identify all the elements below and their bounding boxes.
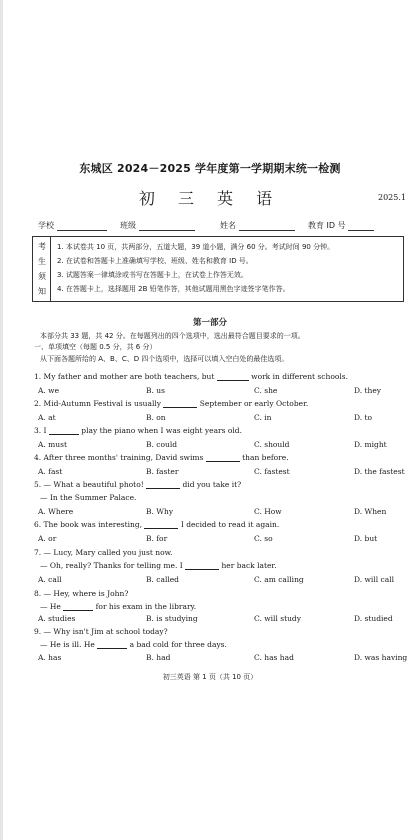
option: D. to bbox=[354, 413, 373, 422]
option: A. fast bbox=[38, 467, 63, 476]
option: C. has had bbox=[254, 653, 294, 662]
question-text: 4. After three months' training, David swims bbox=[34, 453, 204, 462]
exam-date: 2025.1 bbox=[378, 193, 406, 202]
option: C. am calling bbox=[254, 575, 304, 584]
notice-box bbox=[32, 236, 404, 302]
options-9 bbox=[38, 653, 408, 663]
option: D. When bbox=[354, 507, 387, 516]
question-text: than before. bbox=[242, 453, 289, 462]
school-field bbox=[38, 220, 107, 231]
question-text: 3. I bbox=[34, 426, 47, 435]
option: D. will call bbox=[354, 575, 394, 584]
options-1 bbox=[38, 386, 398, 396]
class-field bbox=[120, 220, 195, 231]
question-1 bbox=[34, 372, 394, 381]
answer-blank bbox=[144, 520, 178, 529]
notice-item: 3. 试题答案一律填涂或书写在答题卡上，在试卷上作答无效。 bbox=[57, 271, 248, 279]
question-text: — He bbox=[40, 602, 61, 611]
school-label: 学校 bbox=[38, 221, 54, 230]
option: C. in bbox=[254, 413, 272, 422]
notice-item: 1. 本试卷共 10 页，共两部分，五道大题，39 道小题，满分 60 分。考试时间 90 分钟。 bbox=[57, 243, 335, 251]
question-text: 2. Mid-Autumn Festival is usually bbox=[34, 399, 162, 408]
answer-blank bbox=[97, 640, 127, 649]
name-line bbox=[239, 221, 295, 231]
answer-blank bbox=[217, 372, 249, 381]
exam-title: 东城区 2024－2025 学年度第一学期期末统一检测 bbox=[79, 162, 341, 175]
answer-blank bbox=[206, 453, 240, 462]
question-text: September or early October. bbox=[199, 399, 309, 408]
subject-row bbox=[0, 186, 420, 208]
option: C. How bbox=[254, 507, 282, 516]
question-text: — He is ill. He bbox=[40, 640, 95, 649]
class-label: 班级 bbox=[120, 221, 136, 230]
question-text: 5. — What a beautiful photo! bbox=[34, 480, 144, 489]
option: A. or bbox=[38, 534, 57, 543]
section-instruction: 从下面各题所给的 A、B、C、D 四个选项中，选择可以填入空白处的最佳选项。 bbox=[40, 355, 289, 363]
notice-side-label bbox=[33, 237, 51, 301]
part-title: 第一部分 bbox=[192, 318, 227, 328]
question-2 bbox=[34, 399, 394, 408]
question-text: for his exam in the library. bbox=[95, 602, 197, 611]
exam-id-label: 教育 ID 号 bbox=[308, 221, 346, 230]
school-line bbox=[57, 221, 107, 231]
option: D. was having bbox=[354, 653, 408, 662]
option: A. call bbox=[38, 575, 62, 584]
option: B. on bbox=[146, 413, 166, 422]
question-6 bbox=[34, 520, 394, 529]
option: A. studies bbox=[38, 614, 76, 623]
question-9-reply bbox=[40, 640, 400, 649]
section-title: 一、单项填空（每题 0.5 分，共 6 分） bbox=[34, 343, 157, 351]
class-line bbox=[139, 221, 195, 231]
option: B. us bbox=[146, 386, 165, 395]
option: D. they bbox=[354, 386, 382, 395]
question-text: her back later. bbox=[221, 561, 277, 570]
student-info-row bbox=[38, 220, 398, 232]
notice-side-char: 考 bbox=[38, 242, 46, 251]
option: A. must bbox=[38, 440, 67, 449]
part-intro: 本部分共 33 题，共 42 分。在每题列出的四个选项中，选出最符合题目要求的一项。 bbox=[40, 332, 305, 340]
option: D. the fastest bbox=[354, 467, 405, 476]
option: D. studied bbox=[354, 614, 393, 623]
option: B. called bbox=[146, 575, 179, 584]
option: C. so bbox=[254, 534, 273, 543]
notice-item: 4. 在答题卡上，选择题用 2B 铅笔作答，其他试题用黑色字迹签字笔作答。 bbox=[57, 285, 290, 293]
question-8: 8. — Hey, where is John? bbox=[34, 589, 129, 598]
options-8 bbox=[38, 614, 398, 624]
question-text: work in different schools. bbox=[251, 372, 348, 381]
name-label: 姓名 bbox=[220, 221, 236, 230]
options-6 bbox=[38, 534, 398, 544]
subject-title: 初 三 英 语 bbox=[138, 189, 282, 208]
notice-side-char: 知 bbox=[38, 287, 46, 296]
question-text: did you take it? bbox=[182, 480, 242, 489]
option: A. at bbox=[38, 413, 56, 422]
notice-items bbox=[57, 240, 402, 296]
options-5 bbox=[38, 507, 398, 517]
question-5-reply: — In the Summer Palace. bbox=[40, 493, 137, 502]
option: A. Where bbox=[38, 507, 74, 516]
answer-blank bbox=[163, 399, 197, 408]
question-text: 1. My father and mother are both teachers, but bbox=[34, 372, 215, 381]
option: D. might bbox=[354, 440, 387, 449]
notice-side-char: 生 bbox=[38, 257, 46, 266]
option: C. should bbox=[254, 440, 290, 449]
options-3 bbox=[38, 440, 398, 450]
option: A. we bbox=[38, 386, 60, 395]
options-4 bbox=[38, 467, 405, 477]
question-text: I decided to read it again. bbox=[180, 520, 280, 529]
question-9: 9. — Why isn't Jim at school today? bbox=[34, 627, 168, 636]
answer-blank bbox=[63, 602, 93, 611]
page-footer: 初三英语 第 1 页（共 10 页） bbox=[162, 673, 258, 681]
option: B. for bbox=[146, 534, 168, 543]
option: B. could bbox=[146, 440, 178, 449]
notice-item: 2. 在试卷和答题卡上准确填写学校、班级、姓名和教育 ID 号。 bbox=[57, 257, 253, 265]
question-text: play the piano when I was eight years old. bbox=[81, 426, 242, 435]
option: D. but bbox=[354, 534, 378, 543]
option: C. she bbox=[254, 386, 278, 395]
option: B. had bbox=[146, 653, 171, 662]
name-field bbox=[220, 220, 295, 231]
question-3 bbox=[34, 426, 394, 435]
question-7-reply bbox=[40, 561, 400, 570]
question-4 bbox=[34, 453, 394, 462]
notice-side-char: 须 bbox=[38, 272, 46, 281]
question-7: 7. — Lucy, Mary called you just now. bbox=[34, 548, 173, 557]
question-text: 6. The book was interesting, bbox=[34, 520, 143, 529]
question-text: a bad cold for three days. bbox=[129, 640, 227, 649]
options-2 bbox=[38, 413, 398, 423]
option: C. fastest bbox=[254, 467, 290, 476]
exam-id-field bbox=[308, 220, 374, 231]
option: B. is studying bbox=[146, 614, 198, 623]
question-5 bbox=[34, 480, 394, 489]
options-7 bbox=[38, 575, 398, 585]
answer-blank bbox=[146, 480, 180, 489]
exam-id-line bbox=[348, 221, 374, 231]
option: C. will study bbox=[254, 614, 301, 623]
question-text: — Oh, really? Thanks for telling me. I bbox=[40, 561, 183, 570]
answer-blank bbox=[185, 561, 219, 570]
option: B. faster bbox=[146, 467, 179, 476]
option: A. has bbox=[38, 653, 62, 662]
scan-edge bbox=[0, 0, 3, 840]
option: B. Why bbox=[146, 507, 174, 516]
question-8-reply bbox=[40, 602, 400, 611]
answer-blank bbox=[49, 426, 79, 435]
